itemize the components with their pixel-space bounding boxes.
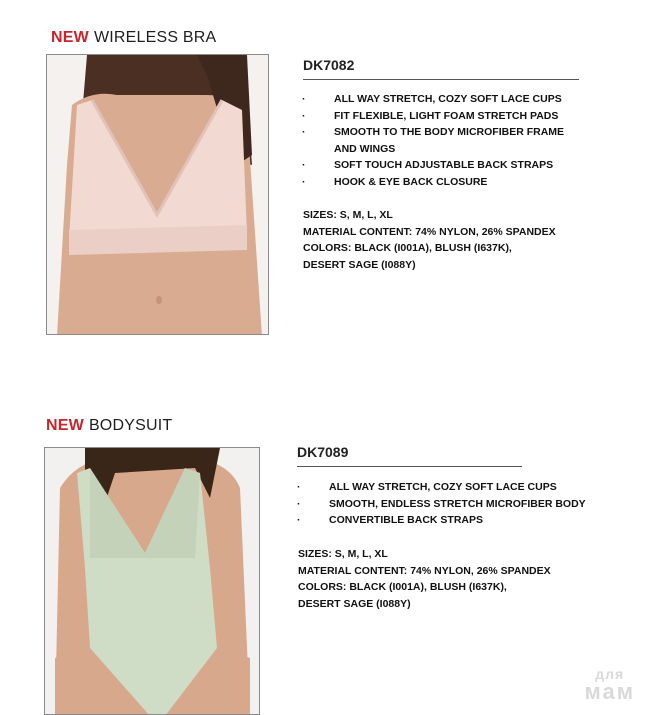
- product-title-bra: [51, 29, 216, 47]
- watermark-logo: [585, 667, 636, 703]
- spec-block: [303, 207, 556, 273]
- feature-item: · SMOOTH TO THE BODY MICROFIBER FRAME AND WINGS: [302, 124, 577, 157]
- product-name: WIRELESS BRA: [93, 29, 217, 46]
- feature-list: [297, 479, 597, 529]
- sizes-text: SIZES: S, M, L, XL: [298, 548, 388, 560]
- watermark-line-1: для: [595, 666, 625, 682]
- product-code: DK7089: [297, 444, 349, 460]
- colors-text-2: DESERT SAGE (I088Y): [303, 258, 416, 271]
- material-text: MATERIAL CONTENT: 74% NYLON, 26% SPANDEX: [298, 564, 551, 577]
- spec-block: [298, 546, 551, 612]
- divider: [297, 466, 522, 467]
- colors-text: COLORS: BLACK (I001A), BLUSH (I637K),: [298, 581, 507, 593]
- watermark-line-2: мам: [584, 679, 635, 704]
- product-name: BODYSUIT: [88, 417, 173, 434]
- feature-item: · FIT FLEXIBLE, LIGHT FOAM STRETCH PADS: [302, 108, 577, 125]
- feature-item: · HOOK & EYE BACK CLOSURE: [302, 174, 577, 191]
- colors-text-2: DESERT SAGE (I088Y): [298, 597, 411, 610]
- product-photo-bra: [46, 54, 269, 335]
- feature-item: · ALL WAY STRETCH, COZY SOFT LACE CUPS: [302, 91, 577, 108]
- colors-text: COLORS: BLACK (I001A), BLUSH (I637K),: [303, 242, 512, 254]
- product-title-bodysuit: [46, 417, 172, 435]
- sizes-text: SIZES: S, M, L, XL: [303, 209, 393, 221]
- new-label: NEW: [46, 417, 84, 434]
- feature-item: · SMOOTH, ENDLESS STRETCH MICROFIBER BODY: [297, 496, 597, 513]
- feature-item: · CONVERTIBLE BACK STRAPS: [297, 512, 597, 529]
- divider: [303, 79, 579, 80]
- feature-list: [302, 91, 577, 190]
- feature-item: · SOFT TOUCH ADJUSTABLE BACK STRAPS: [302, 157, 577, 174]
- new-label: NEW: [51, 29, 89, 46]
- material-text: MATERIAL CONTENT: 74% NYLON, 26% SPANDEX: [303, 225, 556, 238]
- product-code: DK7082: [303, 57, 355, 73]
- feature-item: · ALL WAY STRETCH, COZY SOFT LACE CUPS: [297, 479, 597, 496]
- product-photo-bodysuit: [44, 447, 260, 715]
